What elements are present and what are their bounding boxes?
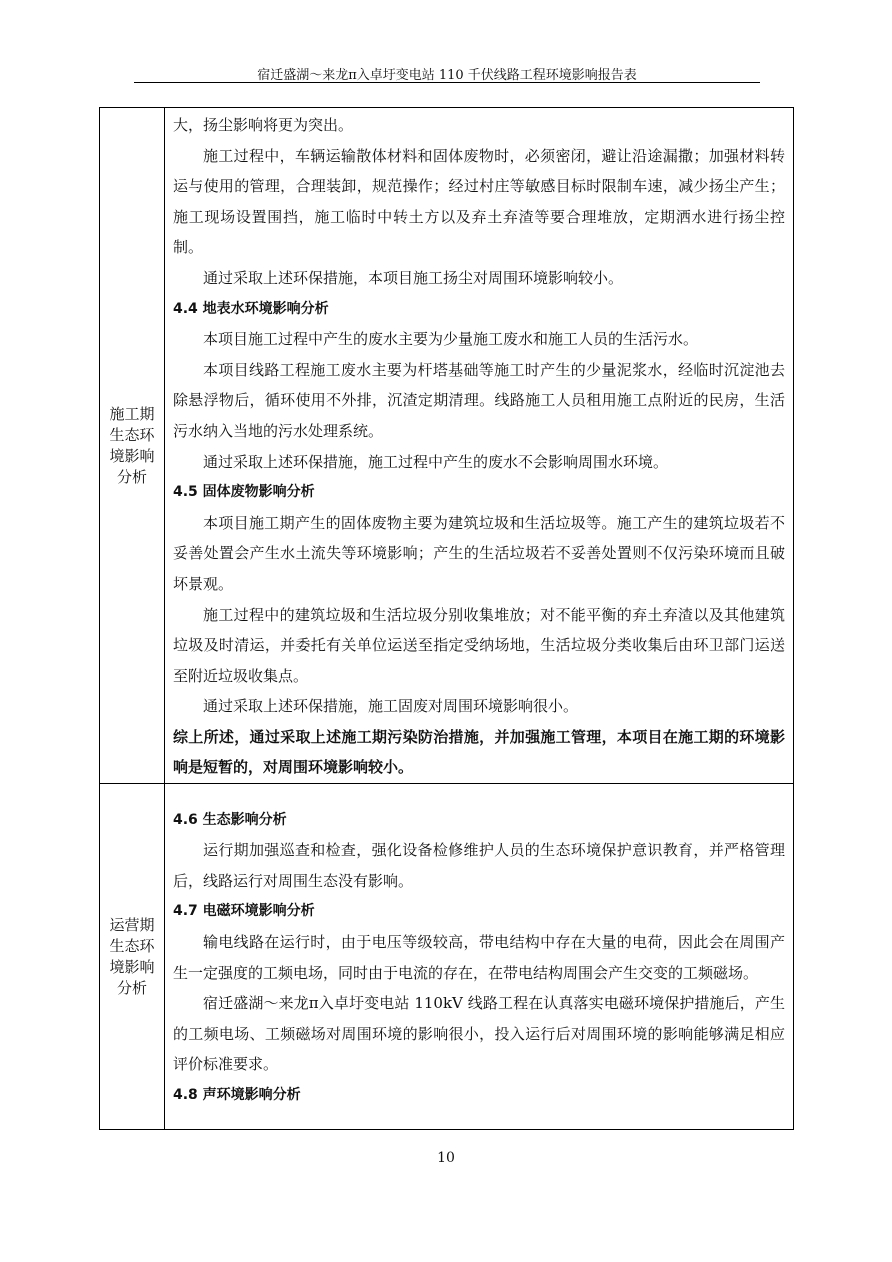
table-row-construction <box>100 108 794 784</box>
paragraph: 本项目线路工程施工废水主要为杆塔基础等施工时产生的少量泥浆水，经临时沉淀池去除悬浮物后，循环使用不外排，沉渣定期清理。线路施工人员租用施工点附近的民房，生活污水纳入当地的污水处理系统。 <box>173 360 785 440</box>
row-content-construction <box>165 108 794 784</box>
section-heading: 4.5 固体废物影响分析 <box>173 484 315 501</box>
table-row-operation <box>100 784 794 1130</box>
paragraph: 施工过程中，车辆运输散体材料和固体废物时，必须密闭，避让沿途漏撒；加强材料转运与使用的管理，合理装卸，规范操作；经过村庄等敏感目标时限制车速，减少扬尘产生；施工现场设置围挡，施工临时中转土方以及弃土弃渣等要合理堆放，定期洒水进行扬尘控制。 <box>173 146 785 257</box>
paragraph: 运行期加强巡查和检查，强化设备检修维护人员的生态环境保护意识教育，并严格管理后，线路运行对周围生态没有影响。 <box>173 841 785 890</box>
row-label-line: 境影响 <box>109 957 155 976</box>
paragraph: 通过采取上述环保措施，本项目施工扬尘对周围环境影响较小。 <box>203 268 624 287</box>
paragraph: 本项目施工期产生的固体废物主要为建筑垃圾和生活垃圾等。施工产生的建筑垃圾若不妥善处置会产生水土流失等环境影响；产生的生活垃圾若不妥善处置则不仅污染环境而且破坏景观。 <box>173 513 785 593</box>
row-label-line: 施工期 <box>109 404 155 423</box>
paragraph: 施工过程中的建筑垃圾和生活垃圾分别收集堆放；对不能平衡的弃土弃渣以及其他建筑垃圾及时清运，并委托有关单位运送至指定受纳场地，生活垃圾分类收集后由环卫部门运送至附近垃圾收集点。 <box>173 605 785 685</box>
paragraph: 通过采取上述环保措施，施工过程中产生的废水不会影响周围水环境。 <box>203 452 669 471</box>
row-label-line: 生态环 <box>109 425 155 444</box>
section-heading: 4.4 地表水环境影响分析 <box>173 300 329 317</box>
paragraph: 通过采取上述环保措施，施工固废对周围环境影响很小。 <box>203 697 579 716</box>
paragraph: 本项目施工过程中产生的废水主要为少量施工废水和施工人员的生活污水。 <box>203 330 699 349</box>
section-heading: 4.8 声环境影响分析 <box>173 1086 301 1103</box>
section-heading: 4.7 电磁环境影响分析 <box>173 903 315 920</box>
summary-paragraph: 综上所述，通过采取上述施工期污染防治措施，并加强施工管理，本项目在施工期的环境影响是短暂的，对周围环境影响较小。 <box>173 727 785 777</box>
row-label-line: 境影响 <box>109 446 155 465</box>
row-label-operation <box>100 784 165 1130</box>
row-label-construction <box>100 108 165 784</box>
row-label-line: 生态环 <box>109 936 155 955</box>
section-heading: 4.6 生态影响分析 <box>173 811 287 828</box>
header-rule <box>134 82 760 83</box>
row-label-line: 运营期 <box>109 915 155 934</box>
row-content-operation <box>165 784 794 1130</box>
paragraph: 输电线路在运行时，由于电压等级较高，带电结构中存在大量的电荷，因此会在周围产生一定强度的工频电场，同时由于电流的存在，在带电结构周围会产生交变的工频磁场。 <box>173 932 785 982</box>
page-header: 宿迁盛湖～来龙π入卓圩变电站 110 千伏线路工程环境影响报告表 <box>257 68 637 83</box>
paragraph: 宿迁盛湖～来龙π入卓圩变电站 110kV 线路工程在认真落实电磁环境保护措施后，产生的工频电场、工频磁场对周围环境的影响很小，投入运行后对周围环境的影响能够满足相应评价标准要求。 <box>173 994 785 1074</box>
page-number: 10 <box>437 1150 455 1166</box>
row-label-line: 分析 <box>116 467 147 486</box>
paragraph: 大，扬尘影响将更为突出。 <box>173 116 354 134</box>
report-table <box>99 107 794 1130</box>
row-label-line: 分析 <box>116 978 147 997</box>
